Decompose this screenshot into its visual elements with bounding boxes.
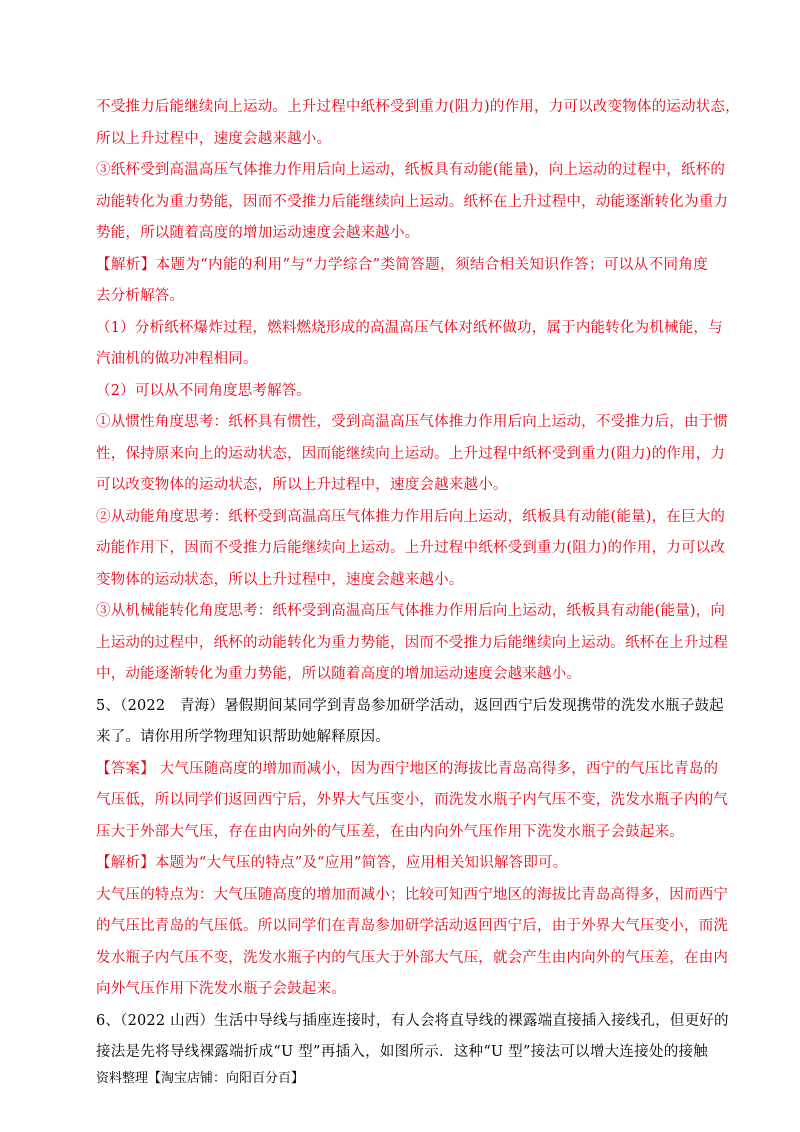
text-span: 本题为“大气压的特点”及“应用”简答，应用相关知识解答即可。 bbox=[154, 855, 568, 871]
text-span: 动能作用下，因而不受推力后能继续向上运动。上升过程中纸杯受到重力(阻力)的作用，力可以改 bbox=[96, 540, 726, 556]
text-span: 5、（2022 青海）暑假期间某同学到青岛参加研学活动，返回西宁后发现携带的洗发水瓶子鼓起 bbox=[96, 697, 724, 714]
text-span: 【答案】 bbox=[96, 760, 155, 777]
text-span: 发水瓶子内气压不变，洗发水瓶子内的气压大于外部大气压，就会产生由内向外的气压差，在由内 bbox=[96, 949, 729, 966]
text-span: ①从惯性角度思考：纸杯具有惯性，受到高温高压气体推力作用后向上运动，不受推力后，由于惯 bbox=[96, 414, 729, 430]
text-span: 来了。请你用所学物理知识帮助她解释原因。 bbox=[96, 729, 390, 745]
text-span: 势能，所以随着高度的增加运动速度会越来越小。 bbox=[96, 225, 420, 241]
text-span: 不受推力后能继续向上运动。上升过程中纸杯受到重力(阻力)的作用，力可以改变物体的运动状态， bbox=[96, 99, 740, 115]
text-span: 【解析】 bbox=[96, 256, 156, 273]
document-body bbox=[96, 92, 740, 1069]
text-line bbox=[96, 407, 729, 439]
text-span: 中，动能逐渐转化为重力势能，所以随着高度的增加运动速度会越来越小。 bbox=[96, 666, 582, 682]
text-line bbox=[96, 92, 740, 124]
text-line bbox=[96, 628, 729, 660]
text-line bbox=[96, 313, 723, 345]
text-line bbox=[96, 218, 708, 250]
text-span: ②从动能角度思考：纸杯受到高温高压气体推力作用后向上运动，纸板具有动能(能量)，在巨大的 bbox=[96, 508, 726, 525]
text-span: 气压低，所以同学们返回西宁后，外界大气压变小，而洗发水瓶子内气压不变，洗发水瓶子内的气 bbox=[96, 792, 729, 808]
text-line bbox=[96, 943, 729, 975]
text-line bbox=[96, 691, 724, 723]
text-span: 汽油机的做功冲程相同。 bbox=[96, 351, 258, 367]
text-span: 大气压的特点为：大气压随高度的增加而减小；比较可知西宁地区的海拔比青岛高得多，因而西宁 bbox=[96, 886, 729, 903]
text-span: 向外气压作用下洗发水瓶子会鼓起来。 bbox=[96, 981, 346, 997]
text-span: 6、（2022 山西）生活中导线与插座连接时，有人会将直导线的裸露端直接插入接线孔，但更好的 bbox=[96, 1012, 729, 1029]
text-line bbox=[96, 281, 708, 313]
text-span: 可以改变物体的运动状态，所以上升过程中，速度会越来越小。 bbox=[96, 477, 508, 493]
text-line bbox=[96, 187, 729, 219]
text-line bbox=[96, 785, 729, 817]
text-line bbox=[96, 974, 708, 1006]
text-line bbox=[96, 722, 708, 754]
text-line bbox=[96, 470, 708, 502]
text-span: 上运动的过程中，纸杯的动能转化为重力势能，因而不受推力后能继续向上运动。纸杯在上升过程 bbox=[96, 634, 729, 651]
text-span: 大气压随高度的增加而减小，因为西宁地区的海拔比青岛高得多，西宁的气压比青岛的 bbox=[154, 760, 719, 777]
text-span: 本题为“内能的利用”与“力学综合”类简答题，须结合相关知识作答；可以从不同角度 bbox=[155, 256, 708, 273]
text-line bbox=[96, 848, 708, 880]
text-line bbox=[96, 155, 726, 187]
text-line bbox=[96, 344, 708, 376]
text-line bbox=[96, 596, 726, 628]
page-footer: 资料整理【淘宝店铺：向阳百分百】 bbox=[96, 1071, 305, 1086]
text-span: 【解析】 bbox=[96, 855, 155, 871]
text-line bbox=[96, 124, 708, 156]
text-span: 动能转化为重力势能，因而不受推力后能继续向上运动。纸杯在上升过程中，动能逐渐转化为重力 bbox=[96, 193, 729, 210]
text-line bbox=[96, 1037, 708, 1069]
text-line bbox=[96, 533, 726, 565]
text-line bbox=[96, 911, 729, 943]
text-line bbox=[96, 439, 726, 471]
text-line bbox=[96, 659, 708, 691]
text-span: 的气压比青岛的气压低。所以同学们在青岛参加研学活动返回西宁后，由于外界大气压变小，而洗 bbox=[96, 918, 729, 934]
text-line bbox=[96, 817, 708, 849]
text-span: 变物体的运动状态，所以上升过程中，速度会越来越小。 bbox=[96, 571, 464, 588]
text-line bbox=[96, 1006, 729, 1038]
text-span: 所以上升过程中，速度会越来越小。 bbox=[96, 130, 332, 147]
text-span: 去分析解答。 bbox=[96, 288, 185, 304]
text-line bbox=[96, 502, 726, 534]
text-span: ③纸杯受到高温高压气体推力作用后向上运动，纸板具有动能(能量)，向上运动的过程中，纸杯的 bbox=[96, 162, 726, 178]
text-span: 性，保持原来向上的运动状态，因而能继续向上运动。上升过程中纸杯受到重力(阻力)的作用，力 bbox=[96, 445, 726, 462]
text-line bbox=[96, 565, 708, 597]
text-span: ③从机械能转化角度思考：纸杯受到高温高压气体推力作用后向上运动，纸板具有动能(能量)，向 bbox=[96, 603, 726, 619]
text-line bbox=[96, 250, 708, 282]
text-span: 接法是先将导线裸露端折成“U 型”再插入，如图所示．这种“U 型”接法可以增大连接处的接触 bbox=[96, 1044, 708, 1060]
text-line bbox=[96, 376, 708, 408]
text-span: 压大于外部大气压，存在由内向外的气压差，在由内向外气压作用下洗发水瓶子会鼓起来。 bbox=[96, 823, 684, 840]
text-line bbox=[96, 880, 729, 912]
text-line bbox=[96, 754, 719, 786]
text-span: （1）分析纸杯爆炸过程，燃料燃烧形成的高温高压气体对纸杯做功，属于内能转化为机械能，与 bbox=[96, 319, 723, 336]
text-span: （2）可以从不同角度思考解答。 bbox=[96, 382, 312, 399]
